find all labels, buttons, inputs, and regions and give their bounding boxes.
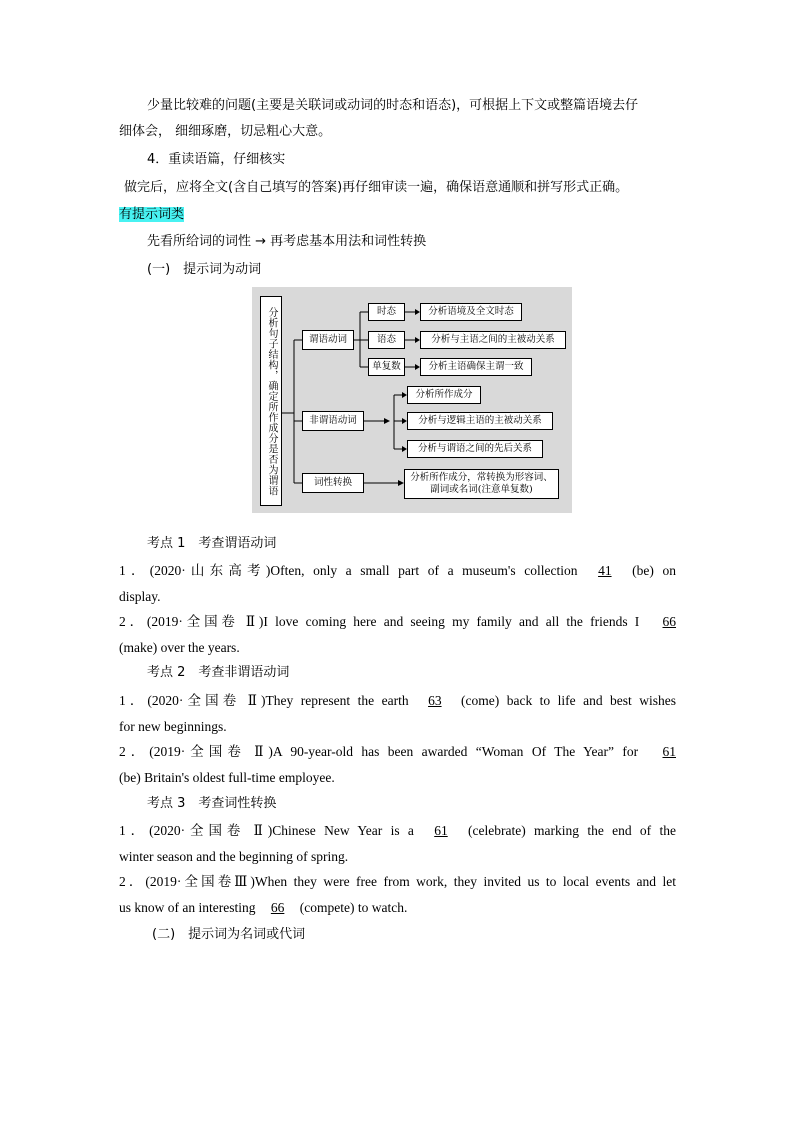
kp1-q1-blank: 41 [598,563,612,578]
tense-box: 时态 [368,303,405,321]
kp2-q1-continuation: for new beginnings. [119,719,227,734]
component-analysis-box: 分析所作成分 [407,386,481,404]
agreement-analysis-box: 分析主语确保主谓一致 [420,358,532,376]
kp1-question-1 [119,562,676,580]
logical-subject-analysis-box: 分析与逻辑主语的主被动关系 [407,412,553,430]
kp3-question-1 [119,822,676,840]
sequence-analysis-box: 分析与谓语之间的先后关系 [407,440,543,458]
kp2-q2-stem: 2．(2019·全国卷 Ⅱ)A 90-year-old has been awarded “Woman Of The Year” for [119,744,639,759]
kp2-q1-stem: 1．(2020·全国卷 Ⅱ)They represent the earth [119,693,409,708]
step-4-text: 做完后，应将全文(含自己填写的答案)再仔细审读一遍，确保语意通顺和拼写形式正确。 [124,180,629,195]
part-of-speech-conversion-box: 词性转换 [302,473,364,493]
kp3-q1-blank: 61 [434,823,448,838]
kp2-q2-blank: 61 [662,744,676,759]
kp3-q2-stem-cont: us know of an interesting [119,900,256,915]
step-4-heading: 4．重读语篇，仔细核实 [147,152,286,167]
kp1-question-2 [119,613,676,631]
kp2-q1-blank: 63 [428,693,442,708]
kp2-question-1 [119,692,676,710]
kp3-question-2: 2．(2019·全国卷Ⅲ)When they were free from work, they invited us to local events and let [119,874,676,889]
kp1-q1-continuation: display. [119,589,161,604]
kp3-q1-stem: 1．(2020·全国卷 Ⅱ)Chinese New Year is a [119,823,414,838]
kp2-q2-continuation: (be) Britain's oldest full-time employee. [119,770,335,785]
kp3-q1-hint: (celebrate) marking the end of the [468,823,676,838]
kp3-q2-blank: 66 [270,900,285,915]
kp3-q1-continuation: winter season and the beginning of spring. [119,849,349,864]
intro-line-1: 少量比较难的问题(主要是关联词或动词的时态和语态)，可根据上下文或整篇语境去仔 [147,98,639,113]
kp3-q2-continuation [119,899,407,917]
key-point-3-title: 考点 3 考查词性转换 [147,796,277,811]
kp3-q2-hint: (compete) to watch. [299,900,408,915]
kp1-q2-continuation: (make) over the years. [119,640,240,655]
predicate-verb-box: 谓语动词 [302,330,354,350]
kp1-q1-hint: (be) on [632,563,677,578]
key-point-2-title: 考点 2 考查非谓语动词 [147,665,290,680]
method-line: 先看所给词的词性 → 再考虑基本用法和词性转换 [147,234,427,249]
subsection-verbs: (一) 提示词为动词 [147,262,262,277]
key-point-1-title: 考点 1 考查谓语动词 [147,536,277,551]
subsection-nouns: (二) 提示词为名词或代词 [152,927,306,942]
analysis-flowchart [252,287,572,513]
kp2-q1-hint: (come) back to life and best wishes [461,693,677,708]
voice-box: 语态 [368,331,405,349]
intro-line-2: 细体会， 细细琢磨，切忌粗心大意。 [119,124,332,139]
highlighted-heading: 有提示词类 [119,207,185,222]
tense-analysis-box: 分析语境及全文时态 [420,303,522,321]
non-predicate-verb-box: 非谓语动词 [302,411,364,431]
voice-analysis-box: 分析与主语之间的主被动关系 [420,331,566,349]
section-heading [119,206,184,224]
conversion-analysis-box: 分析所作成分，常转换为形容词、副词或名词(注意单复数) [404,469,559,499]
kp1-q1-stem: 1．(2020·山东高考)Often, only a small part of a museum's collection [119,563,578,578]
number-box: 单复数 [368,358,405,376]
kp1-q2-stem: 2．(2019·全国卷 Ⅱ)I love coming here and seeing my family and all the friends I [119,614,640,629]
root-box: 分析句子结构，确定所作成分是否为谓语 [260,296,282,506]
kp1-q2-blank: 66 [662,614,677,629]
kp2-question-2 [119,743,676,761]
